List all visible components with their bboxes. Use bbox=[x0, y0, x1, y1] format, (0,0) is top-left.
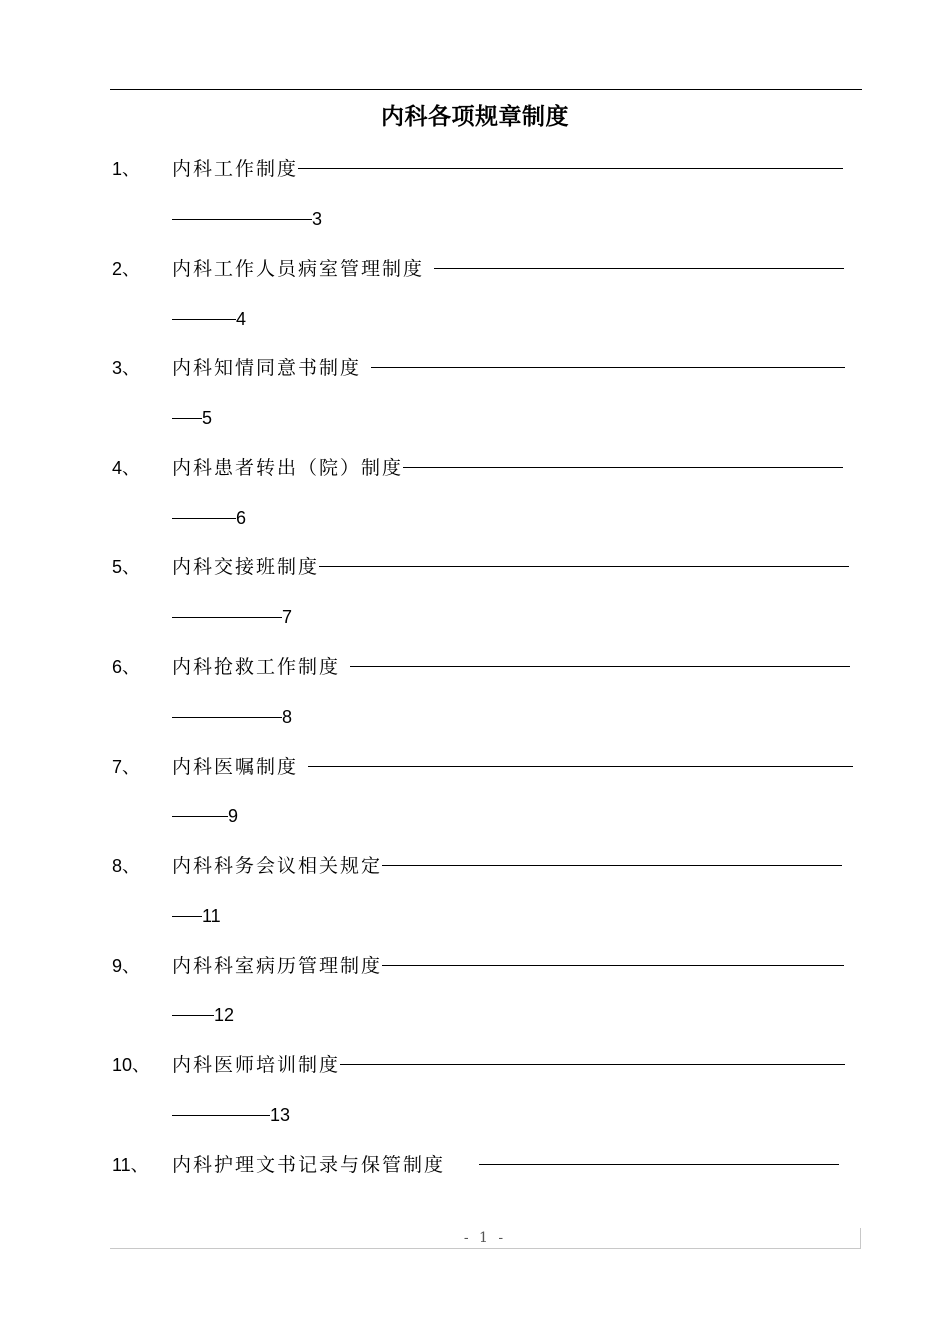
toc-number: 1、 bbox=[112, 159, 141, 179]
toc-page-number: 7 bbox=[282, 607, 293, 627]
leader-dashes bbox=[172, 717, 282, 718]
toc-entry-page bbox=[172, 602, 572, 632]
toc-number: 10、 bbox=[112, 1055, 151, 1075]
toc-number: 11、 bbox=[112, 1155, 149, 1175]
toc-page-number: 8 bbox=[282, 707, 293, 727]
toc-number: 5、 bbox=[112, 557, 141, 577]
toc-page-number: 4 bbox=[236, 309, 247, 329]
toc-entry-page bbox=[172, 702, 572, 732]
toc-entry[interactable] bbox=[172, 951, 860, 981]
page-number: - 1 - bbox=[463, 1230, 507, 1246]
toc-page-number: 13 bbox=[270, 1105, 291, 1125]
toc-entry-title: 内科护理文书记录与保管制度 bbox=[172, 1154, 446, 1176]
toc-number: 3、 bbox=[112, 358, 141, 378]
leader-dashes bbox=[403, 467, 843, 468]
toc-entry-page bbox=[172, 1100, 572, 1130]
toc-number: 9、 bbox=[112, 956, 141, 976]
toc-page-number: 12 bbox=[214, 1005, 235, 1025]
leader-dashes bbox=[172, 319, 236, 320]
toc-entry-title: 内科工作人员病室管理制度 bbox=[172, 258, 425, 280]
toc-entry-page bbox=[172, 204, 572, 234]
leader-dashes bbox=[172, 1015, 214, 1016]
toc-number: 8、 bbox=[112, 856, 141, 876]
page-title: 内科各项规章制度 bbox=[381, 104, 569, 130]
toc-entry-title: 内科科室病历管理制度 bbox=[172, 955, 383, 977]
toc-entry-title: 内科患者转出（院）制度 bbox=[172, 457, 404, 479]
toc-entry-page bbox=[172, 901, 572, 931]
toc-entry-title: 内科科务会议相关规定 bbox=[172, 855, 383, 877]
header-rule bbox=[110, 89, 862, 90]
leader-dashes bbox=[434, 268, 844, 269]
leader-dashes bbox=[172, 418, 202, 419]
toc-entry-page bbox=[172, 503, 572, 533]
leader-dashes bbox=[382, 965, 844, 966]
toc-entry-title: 内科医师培训制度 bbox=[172, 1054, 341, 1076]
toc-entry-title: 内科交接班制度 bbox=[172, 556, 320, 578]
toc-entry[interactable] bbox=[172, 851, 860, 881]
toc-number: 2、 bbox=[112, 259, 141, 279]
toc-entry-page bbox=[172, 403, 572, 433]
toc-page-number: 11 bbox=[202, 906, 221, 926]
leader-dashes bbox=[382, 865, 842, 866]
toc-entry-page bbox=[172, 801, 572, 831]
toc-entry[interactable] bbox=[172, 353, 860, 383]
leader-dashes bbox=[172, 1115, 270, 1116]
toc-entry[interactable] bbox=[172, 453, 860, 483]
toc-entry[interactable] bbox=[172, 154, 860, 184]
toc-entry-page bbox=[172, 1000, 572, 1030]
leader-dashes bbox=[172, 219, 312, 220]
toc-entry-title: 内科知情同意书制度 bbox=[172, 357, 362, 379]
leader-dashes bbox=[340, 1064, 845, 1065]
toc-entry[interactable] bbox=[172, 254, 860, 284]
toc-number: 6、 bbox=[112, 657, 141, 677]
leader-dashes bbox=[298, 168, 843, 169]
toc-entry[interactable] bbox=[172, 1150, 860, 1180]
leader-dashes bbox=[172, 617, 282, 618]
leader-dashes bbox=[371, 367, 845, 368]
toc-entry[interactable] bbox=[172, 652, 860, 682]
leader-dashes bbox=[172, 518, 236, 519]
toc-page-number: 5 bbox=[202, 408, 213, 428]
leader-dashes bbox=[319, 566, 849, 567]
toc-entry[interactable] bbox=[172, 1050, 860, 1080]
toc-number: 7、 bbox=[112, 757, 141, 777]
leader-dashes bbox=[308, 766, 853, 767]
toc-entry-title: 内科医嘱制度 bbox=[172, 756, 299, 778]
leader-dashes bbox=[479, 1164, 839, 1165]
toc-page-number: 3 bbox=[312, 209, 323, 229]
toc-page-number: 9 bbox=[228, 806, 239, 826]
toc-entry-page bbox=[172, 304, 572, 334]
leader-dashes bbox=[350, 666, 850, 667]
toc-page-number: 6 bbox=[236, 508, 247, 528]
toc-entry[interactable] bbox=[172, 752, 860, 782]
toc-number: 4、 bbox=[112, 458, 141, 478]
toc-entry-title: 内科工作制度 bbox=[172, 158, 299, 180]
leader-dashes bbox=[172, 816, 228, 817]
leader-dashes bbox=[172, 916, 202, 917]
toc-entry-title: 内科抢救工作制度 bbox=[172, 656, 341, 678]
toc-entry[interactable] bbox=[172, 552, 860, 582]
